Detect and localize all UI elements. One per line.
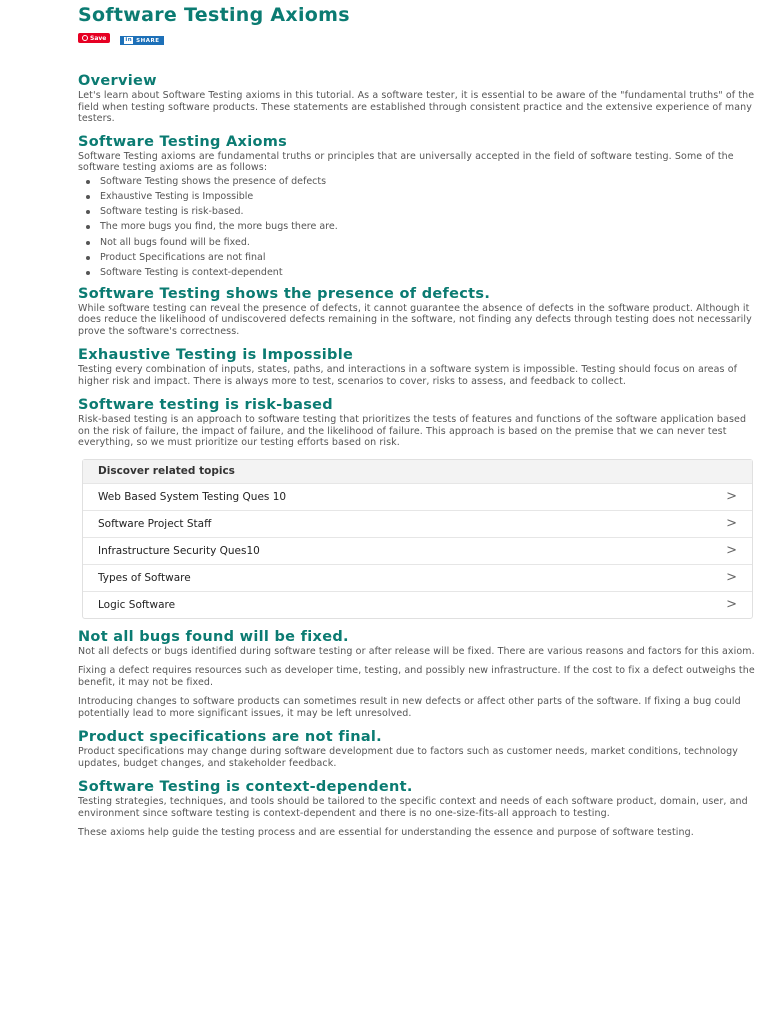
save-label: Save	[90, 34, 107, 42]
share-label: SHARE	[136, 37, 160, 44]
related-topic-label: Infrastructure Security Ques10	[98, 544, 260, 557]
chevron-right-icon: >	[726, 543, 737, 559]
related-topic-link[interactable]	[83, 510, 752, 537]
presence-text: While software testing can reveal the presence of defects, it cannot guarantee the absence of defects in the software product. Although it does reduce the likelihood of undiscovered defects remaining in the software, not finding any defects through testing does not necessarily prove the software's correctness.	[78, 302, 752, 337]
specs-text: Product specifications may change during software development due to factors such as customer needs, market conditions, technology updates, budget changes, and stakeholder feedback.	[78, 746, 739, 769]
related-topic-label: Web Based System Testing Ques 10	[98, 490, 287, 503]
exhaustive-text: Testing every combination of inputs, states, paths, and interactions in a software system is impossible. Testing should focus on areas of higher risk and impact. There is always more to test, scenarios to cover, risks to assess, and feedback to collect.	[78, 364, 738, 387]
page-title: Software Testing Axioms	[78, 4, 350, 26]
chevron-right-icon: >	[726, 570, 737, 586]
related-topic-label: Software Project Staff	[98, 517, 212, 530]
axioms-list	[78, 174, 756, 281]
list-item: Product Specifications are not final	[78, 250, 756, 265]
related-topic-link[interactable]	[83, 564, 752, 591]
list-item: Software testing is risk-based.	[78, 204, 756, 219]
related-topic-link[interactable]	[83, 591, 752, 618]
risk-heading: Software testing is risk-based	[78, 397, 333, 414]
bugs-text-3: Introducing changes to software products can sometimes result in new defects or affect other parts of the software. If fixing a bug could potentially lead to more significant issues, it may be left unresolved.	[78, 696, 741, 719]
risk-text: Risk-based testing is an approach to software testing that prioritizes the tests of features and functions of the software application based on the risk of failure, the impact of failure, and the likelihood of failure. This approach is based on the premise that we can never test everything, so we must prioritize our testing efforts based on risk.	[78, 414, 747, 449]
bugs-text-2: Fixing a defect requires resources such as developer time, testing, and possibly new infrastructure. If the cost to fix a defect outweighs the benefit, it may not be fixed.	[78, 665, 755, 688]
linkedin-icon: in	[125, 37, 133, 43]
related-topic-label: Types of Software	[98, 571, 191, 584]
presence-heading: Software Testing shows the presence of defects.	[78, 285, 491, 302]
pinterest-save-button[interactable]	[78, 33, 110, 43]
bugs-text-1: Not all defects or bugs identified during software testing or after release will be fixed. There are various reasons and factors for this axiom.	[78, 645, 755, 657]
list-item: The more bugs you find, the more bugs there are.	[78, 219, 756, 234]
overview-heading: Overview	[78, 73, 157, 89]
related-topic-link[interactable]	[83, 483, 752, 510]
list-item: Software Testing shows the presence of defects	[78, 174, 756, 189]
related-topics-box	[82, 459, 753, 619]
list-item: Software Testing is context-dependent	[78, 265, 756, 280]
context-text-2: These axioms help guide the testing process and are essential for understanding the essence and purpose of software testing.	[78, 827, 694, 839]
list-item: Exhaustive Testing is Impossible	[78, 189, 756, 204]
related-topics-heading: Discover related topics	[83, 460, 752, 483]
axioms-heading: Software Testing Axioms	[78, 133, 288, 150]
share-bar	[78, 33, 756, 45]
linkedin-share-button[interactable]	[120, 36, 163, 45]
overview-text: Let's learn about Software Testing axioms in this tutorial. As a software tester, it is essential to be aware of the "fundamental truths" of the field when testing software products. These statements are established through consistent practice and the extensive experience of many testers.	[78, 90, 755, 124]
pinterest-icon	[82, 35, 88, 41]
chevron-right-icon: >	[726, 516, 737, 532]
context-heading: Software Testing is context-dependent.	[78, 779, 413, 796]
bugs-heading: Not all bugs found will be fixed.	[78, 628, 349, 645]
exhaustive-heading: Exhaustive Testing is Impossible	[78, 347, 354, 364]
related-topic-link[interactable]	[83, 537, 752, 564]
context-text-1: Testing strategies, techniques, and tools should be tailored to the specific context and needs of each software product, domain, user, and environment since software testing is context-dependent and there is no one-size-fits-all approach to testing.	[78, 796, 748, 819]
axioms-text: Software Testing axioms are fundamental truths or principles that are universally accepted in the field of software testing. Some of the software testing axioms are as follows:	[78, 150, 734, 173]
related-topic-label: Logic Software	[98, 598, 176, 611]
specs-heading: Product specifications are not final.	[78, 729, 382, 746]
chevron-right-icon: >	[726, 597, 737, 613]
chevron-right-icon: >	[726, 489, 737, 505]
list-item: Not all bugs found will be fixed.	[78, 235, 756, 250]
